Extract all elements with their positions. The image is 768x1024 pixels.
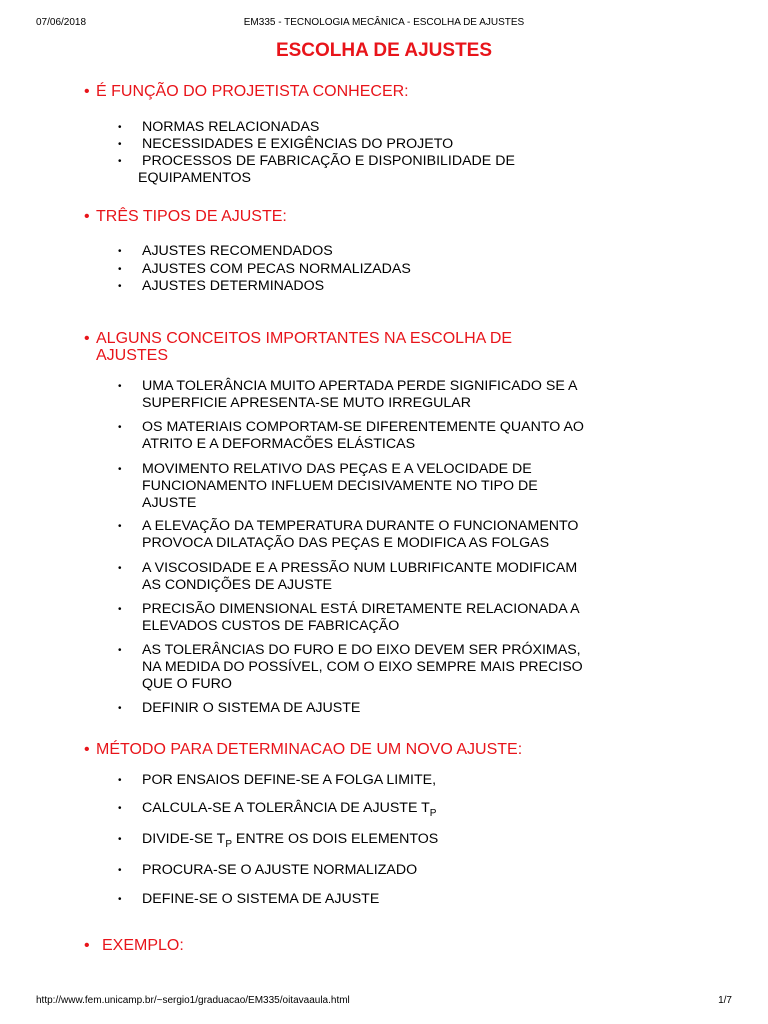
list-item: • MOVIMENTO RELATIVO DAS PEÇAS E A VELOCIDADE DE FUNCIONAMENTO INFLUEM DECISIVAMENTE NO TIPO DE AJUSTE xyxy=(118,461,538,512)
list-item: • NECESSIDADES E EXIGÊNCIAS DO PROJETO xyxy=(118,136,454,152)
bullet-icon: • xyxy=(118,381,122,392)
list-item: • A VISCOSIDADE E A PRESSÃO NUM LUBRIFICANTE MODIFICAM AS CONDIÇÕES DE AJUSTE xyxy=(118,560,578,594)
bullet-icon: • xyxy=(118,156,122,167)
bullet-icon: • xyxy=(118,604,122,615)
print-date: 07/06/2018 xyxy=(36,17,87,28)
list-item: • AJUSTES DETERMINADOS xyxy=(118,278,325,294)
list-item: • POR ENSAIOS DEFINE-SE A FOLGA LIMITE, xyxy=(118,772,437,788)
bullet-icon: • xyxy=(118,563,122,574)
list-item: • DEFINIR O SISTEMA DE AJUSTE xyxy=(118,700,361,716)
bullet-icon: • xyxy=(118,281,122,292)
page-number: 1/7 xyxy=(718,995,732,1006)
list-item: • PROCURA-SE O AJUSTE NORMALIZADO xyxy=(118,862,418,878)
section-heading-exemplo: • EXEMPLO: xyxy=(84,937,184,954)
bullet-icon: • xyxy=(118,521,122,532)
list-item: • PROCESSOS DE FABRICAÇÃO E DISPONIBILIDADE DE EQUIPAMENTOS xyxy=(118,153,515,187)
list-item: • AJUSTES COM PECAS NORMALIZADAS xyxy=(118,261,411,277)
bullet-icon: • xyxy=(118,803,122,814)
list-item: • A ELEVAÇÃO DA TEMPERATURA DURANTE O FUNCIONAMENTO PROVOCA DILATAÇÃO DAS PEÇAS E MODIFICA AS FOLGAS xyxy=(118,518,579,552)
bullet-icon: • xyxy=(118,464,122,475)
subscript: P xyxy=(225,839,232,850)
bullet-icon: • xyxy=(118,122,122,133)
list-item: • OS MATERIAIS COMPORTAM-SE DIFERENTEMENTE QUANTO AO ATRITO E A DEFORMACÕES ELÁSTICAS xyxy=(118,419,584,453)
list-item: • CALCULA-SE A TOLERÂNCIA DE AJUSTE $T_P$ xyxy=(118,800,437,819)
bullet-icon: • xyxy=(118,139,122,150)
section-heading-metodo: • MÉTODO PARA DETERMINACAO DE UM NOVO AJUSTE: xyxy=(84,741,523,758)
subscript: P xyxy=(429,808,437,819)
section-heading-tipos: • TRÊS TIPOS DE AJUSTE: xyxy=(84,208,287,225)
print-footer-url: http://www.fem.unicamp.br/~sergio1/graduacao/EM335/oitavaaula.html xyxy=(36,995,350,1006)
bullet-icon: • xyxy=(118,246,122,257)
print-header-title: EM335 - TECNOLOGIA MECÂNICA - ESCOLHA DE AJUSTES xyxy=(243,17,525,28)
bullet-icon: • xyxy=(118,834,122,845)
list-item: • AJUSTES RECOMENDADOS xyxy=(118,243,333,259)
bullet-icon: • xyxy=(84,741,90,758)
bullet-icon: • xyxy=(118,264,122,275)
page-title: ESCOLHA DE AJUSTES xyxy=(275,40,493,61)
list-item: • PRECISÃO DIMENSIONAL ESTÁ DIRETAMENTE RELACIONADA A ELEVADOS CUSTOS DE FABRICAÇÃO xyxy=(118,601,580,635)
list-item: • AS TOLERÂNCIAS DO FURO E DO EIXO DEVEM SER PRÓXIMAS, NA MEDIDA DO POSSÍVEL, COM O EIXO SEMPRE MAIS PRECISO QUE O FURO xyxy=(118,642,583,693)
bullet-icon: • xyxy=(118,775,122,786)
bullet-icon: • xyxy=(84,83,90,100)
list-item: • DEFINE-SE O SISTEMA DE AJUSTE xyxy=(118,891,380,907)
section-heading-conceitos: • ALGUNS CONCEITOS IMPORTANTES NA ESCOLHA DE AJUSTES xyxy=(84,330,513,364)
section-heading-projetista: • É FUNÇÃO DO PROJETISTA CONHECER: xyxy=(84,83,409,100)
list-item: • DIVIDE-SE $T_P$ ENTRE OS DOIS ELEMENTOS xyxy=(118,831,439,850)
bullet-icon: • xyxy=(84,330,90,347)
bullet-icon: • xyxy=(118,422,122,433)
bullet-icon: • xyxy=(118,894,122,905)
bullet-icon: • xyxy=(118,865,122,876)
bullet-icon: • xyxy=(118,645,122,656)
bullet-icon: • xyxy=(84,937,90,954)
list-item: • NORMAS RELACIONADAS xyxy=(118,119,320,135)
bullet-icon: • xyxy=(84,208,90,225)
list-item: • UMA TOLERÂNCIA MUITO APERTADA PERDE SIGNIFICADO SE A SUPERFICIE APRESENTA-SE MUTO IRREGULAR xyxy=(118,378,578,412)
bullet-icon: • xyxy=(118,703,122,714)
